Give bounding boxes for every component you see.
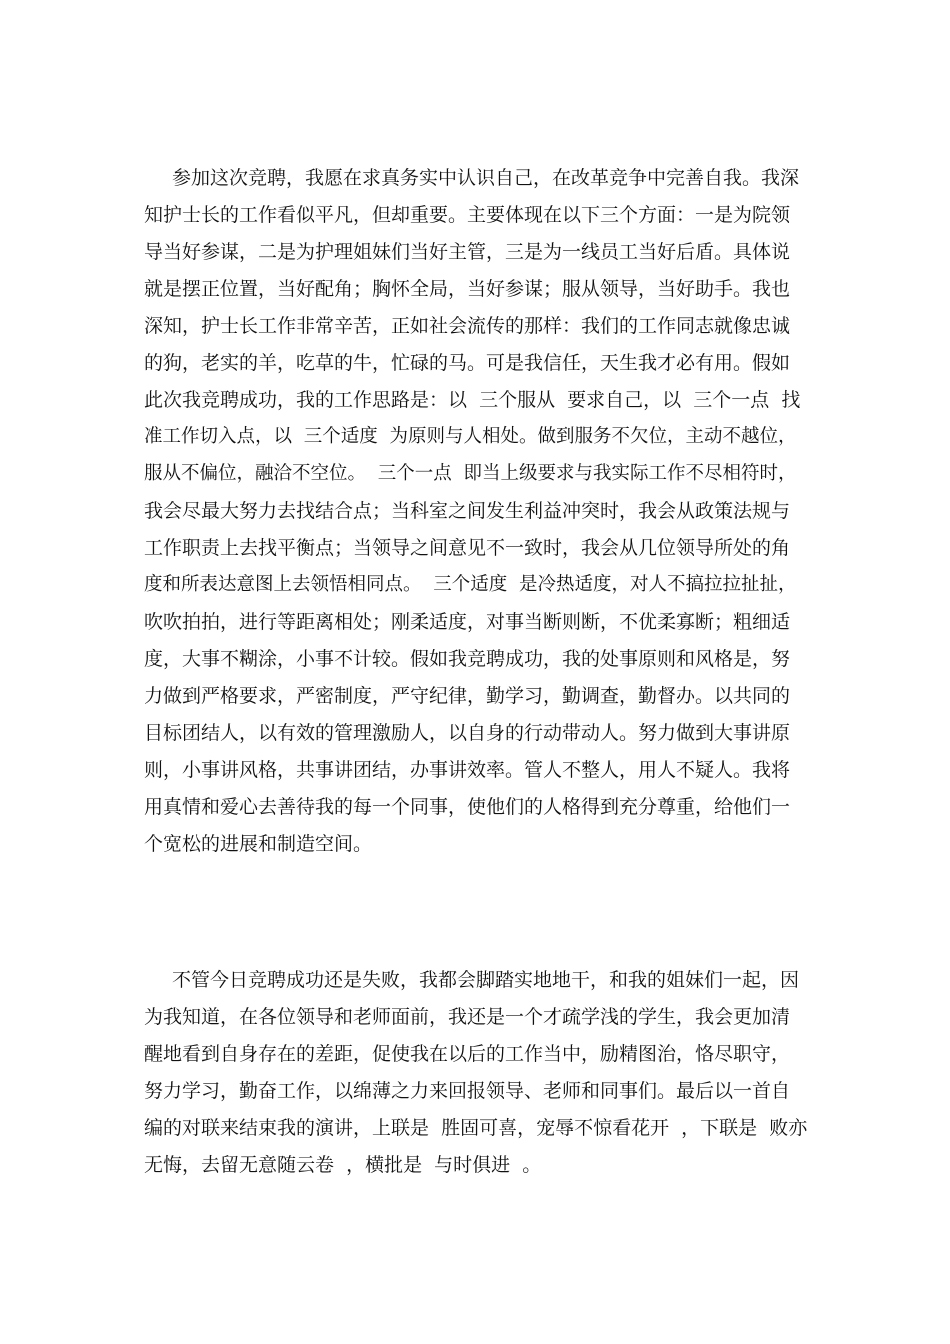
- text-line: 醒地看到自身存在的差距，促使我在以后的工作当中，励精图治，恪尽职守，: [144, 1043, 791, 1065]
- text-line: 服从不偏位，融洽不空位。 三个一点 即当上级要求与我实际工作不尽相符时，: [144, 463, 797, 484]
- text-line: 努力学习，勤奋工作，以绵薄之力来回报领导、老师和同事们。最后以一首自: [144, 1080, 791, 1102]
- text-line: 用真情和爱心去善待我的每一个同事，使他们的人格得到充分尊重，给他们一: [144, 796, 791, 818]
- text-line: 不管今日竞聘成功还是失败，我都会脚踏实地地干，和我的姐妹们一起，因: [172, 969, 800, 991]
- text-line: 则，小事讲风格，共事讲团结，办事讲效率。管人不整人，用人不疑人。我将: [144, 759, 791, 781]
- text-line: 我会尽最大努力去找结合点；当科室之间发生利益冲突时，我会从政策法规与: [144, 500, 791, 522]
- text-line: 知护士长的工作看似平凡，但却重要。主要体现在以下三个方面：一是为院领: [144, 204, 791, 226]
- text-line: 力做到严格要求，严密制度，严守纪律，勤学习，勤调查，勤督办。以共同的: [144, 685, 791, 707]
- text-line: 导当好参谋，二是为护理姐妹们当好主管，三是为一线员工当好后盾。具体说: [144, 241, 791, 263]
- text-line: 参加这次竞聘，我愿在求真务实中认识自己，在改革竞争中完善自我。我深: [172, 167, 800, 189]
- text-line: 度，大事不糊涂，小事不计较。假如我竞聘成功，我的处事原则和风格是，努: [144, 648, 791, 670]
- text-line: 深知，护士长工作非常辛苦，正如社会流传的那样：我们的工作同志就像忠诚: [144, 315, 791, 337]
- text-line: 就是摆正位置，当好配角；胸怀全局，当好参谋；服从领导，当好助手。我也: [144, 278, 791, 300]
- text-line: 吹吹拍拍，进行等距离相处；刚柔适度，对事当断则断，不优柔寡断；粗细适: [144, 611, 791, 633]
- text-line: 个宽松的进展和制造空间。: [144, 833, 373, 855]
- text-line: 编的对联来结束我的演讲，上联是 胜固可喜，宠辱不惊看花开 ，下联是 败亦: [144, 1117, 808, 1139]
- text-line: 工作职责上去找平衡点；当领导之间意见不一致时，我会从几位领导所处的角: [144, 537, 791, 559]
- text-line: 度和所表达意图上去领悟相同点。 三个适度 是冷热适度，对人不搞拉拉扯扯，: [144, 574, 797, 595]
- text-line: 的狗，老实的羊，吃草的牛，忙碌的马。可是我信任，天生我才必有用。假如: [144, 352, 791, 374]
- text-line: 准工作切入点，以 三个适度 为原则与人相处。做到服务不欠位，主动不越位，: [144, 426, 797, 447]
- text-line: 目标团结人，以有效的管理激励人，以自身的行动带动人。努力做到大事讲原: [144, 722, 791, 744]
- text-line: 此次我竞聘成功，我的工作思路是：以 三个服从 要求自己，以 三个一点 找: [144, 389, 801, 411]
- text-line: 为我知道，在各位领导和老师面前，我还是一个才疏学浅的学生，我会更加清: [144, 1006, 791, 1028]
- text-line: 无悔，去留无意随云卷 ，横批是 与时俱进 。: [144, 1154, 542, 1176]
